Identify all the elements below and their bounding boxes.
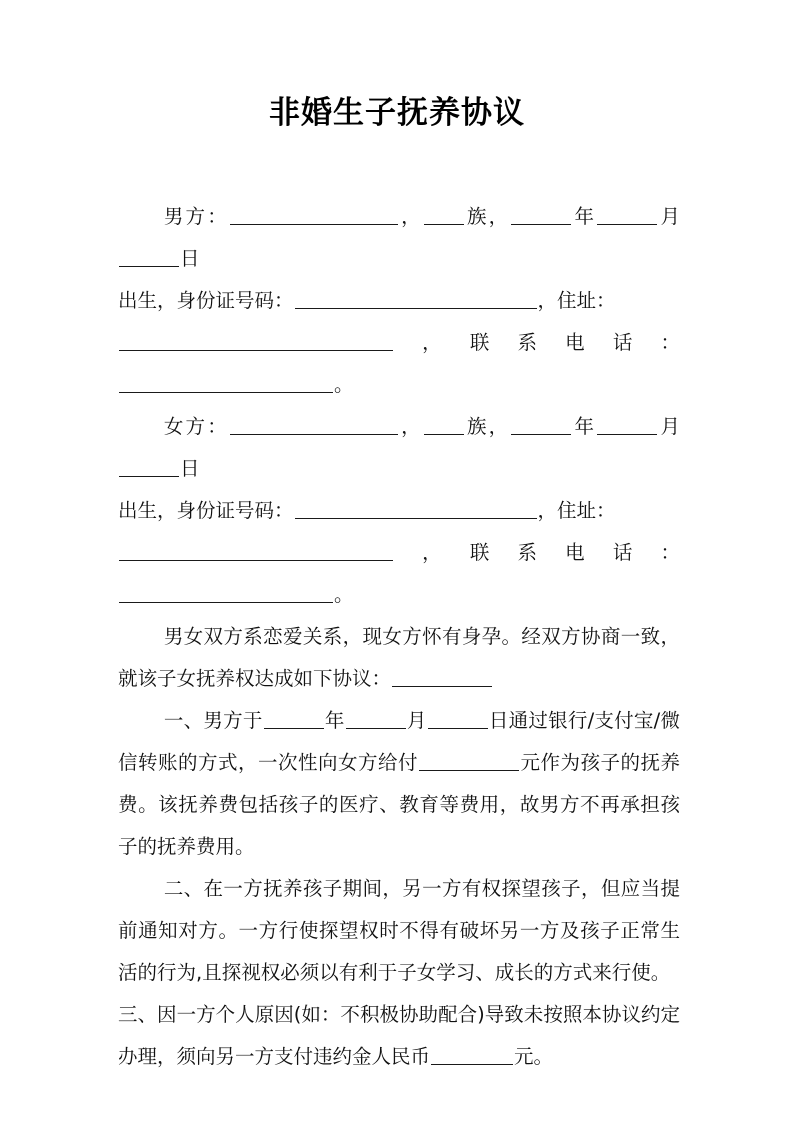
male-birth-id-label: 出生，身份证号码： <box>118 289 294 312</box>
male-day-label: 日 <box>180 247 200 270</box>
female-month-label: 月 <box>658 415 680 438</box>
paragraph-male-party-line3 <box>118 322 680 364</box>
preamble-blank[interactable] <box>392 667 492 688</box>
paragraph-article-three <box>118 994 680 1078</box>
paragraph-female-party-line2 <box>118 490 680 532</box>
male-comma-1: ， <box>398 205 423 228</box>
female-birth-year-blank[interactable] <box>511 415 571 436</box>
paragraph-male-party-line4 <box>118 364 680 406</box>
female-ethnicity-blank[interactable] <box>424 415 464 436</box>
female-comma-3: ， <box>394 541 470 564</box>
paragraph-male-party-line2 <box>118 280 680 322</box>
paragraph-male-party-line1 <box>118 196 680 280</box>
male-ethnicity-blank[interactable] <box>424 205 464 226</box>
female-id-number-blank[interactable] <box>295 499 537 520</box>
page-title: 非婚生子抚养协议 <box>269 95 525 131</box>
document-body <box>118 196 680 1078</box>
male-comma-2: ， <box>537 289 558 312</box>
male-comma-3: ， <box>394 331 470 354</box>
paragraph-article-one <box>118 700 680 868</box>
male-birth-year-blank[interactable] <box>511 205 571 226</box>
male-phone-label: 联系电话： <box>469 331 680 354</box>
male-birth-month-blank[interactable] <box>597 205 657 226</box>
female-year-label: 年 <box>572 415 597 438</box>
female-birth-id-label: 出生，身份证号码： <box>118 499 294 522</box>
female-birth-day-blank[interactable] <box>119 457 179 478</box>
paragraph-female-party-line1 <box>118 406 680 490</box>
female-party-label: 女方： <box>163 415 229 438</box>
paragraph-article-two <box>118 868 680 994</box>
article-one-prefix: 一、男方于 <box>163 709 263 732</box>
female-address-label: 住址： <box>557 499 616 522</box>
article-three-prefix: 三、因一方个人原因(如：不积极协助配合)导致未按照本协议约定办理，须向另一方支付违约金人民币 <box>118 1003 680 1068</box>
male-address-label: 住址： <box>557 289 616 312</box>
article-one-month-label: 月 <box>406 709 427 732</box>
article-one-tail: 元作为孩子的抚养费。该抚养费包括孩子的医疗、教育等费用，故男方不再承担孩子的抚养费用。 <box>118 751 680 858</box>
article-one-amount-blank[interactable] <box>419 751 519 772</box>
female-day-label: 日 <box>180 457 200 480</box>
female-name-blank[interactable] <box>230 415 398 436</box>
article-two-text: 二、在一方抚养孩子期间，另一方有权探望孩子，但应当提前通知对方。一方行使探望权时不得有破坏另一方及孩子正常生活的行为,且探视权必须以有利于子女学习、成长的方式来行使。 <box>118 877 680 984</box>
article-one-day-blank[interactable] <box>428 709 488 730</box>
male-address-blank[interactable] <box>119 331 393 352</box>
article-one-day-label: 日通过银行/支付宝/微信转账的方式，一次性向女方给付 <box>118 709 680 774</box>
male-party-label: 男方： <box>163 205 229 228</box>
male-year-label: 年 <box>572 205 597 228</box>
article-three-penalty-blank[interactable] <box>431 1045 513 1066</box>
male-phone-blank[interactable] <box>119 373 333 394</box>
female-comma-1: ， <box>398 415 423 438</box>
female-end-period: 。 <box>334 583 354 606</box>
paragraph-female-party-line4 <box>118 574 680 616</box>
male-month-label: 月 <box>658 205 680 228</box>
article-one-year-label: 年 <box>324 709 345 732</box>
article-three-suffix: 元。 <box>514 1045 554 1068</box>
male-end-period: 。 <box>334 373 354 396</box>
female-birth-month-blank[interactable] <box>597 415 657 436</box>
article-one-year-blank[interactable] <box>264 709 324 730</box>
female-address-blank[interactable] <box>119 541 393 562</box>
paragraph-preamble <box>118 616 680 700</box>
paragraph-female-party-line3 <box>118 532 680 574</box>
male-name-blank[interactable] <box>230 205 398 226</box>
female-comma-2: ， <box>537 499 558 522</box>
female-phone-blank[interactable] <box>119 583 333 604</box>
preamble-text: 男女双方系恋爱关系，现女方怀有身孕。经双方协商一致，就该子女抚养权达成如下协议： <box>118 625 680 690</box>
article-one-month-blank[interactable] <box>346 709 406 730</box>
male-id-number-blank[interactable] <box>295 289 537 310</box>
female-ethnicity-label: 族， <box>464 415 511 438</box>
female-phone-label: 联系电话： <box>469 541 680 564</box>
male-ethnicity-label: 族， <box>464 205 511 228</box>
male-birth-day-blank[interactable] <box>119 247 179 268</box>
